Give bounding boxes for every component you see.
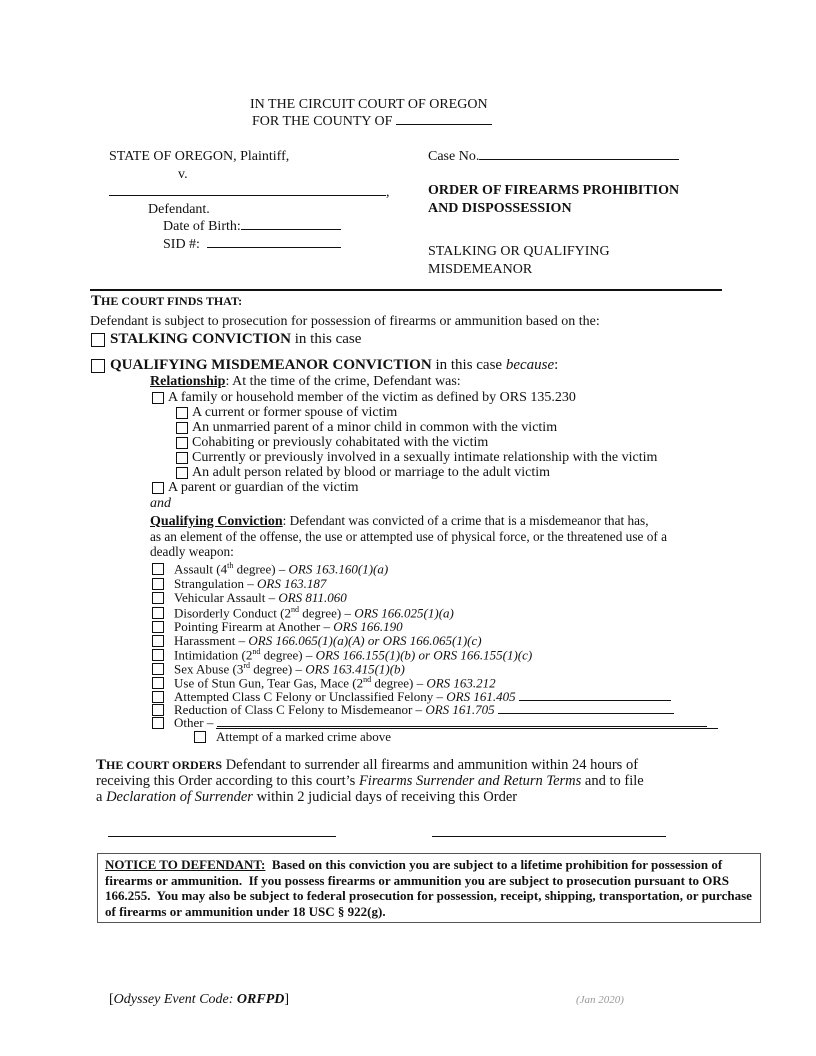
parent-guardian-label: A parent or guardian of the victim [168, 480, 359, 495]
qm-bold: QUALIFYING MISDEMEANOR CONVICTION [110, 357, 432, 373]
dob-line [163, 219, 341, 235]
crime-name: Reduction of Class C Felony to Misdemeanor – [174, 702, 426, 717]
county-field[interactable] [396, 124, 492, 125]
caption-divider [90, 289, 722, 291]
crime-name: Disorderly Conduct (2 [174, 605, 291, 621]
crime-sup: nd [290, 605, 299, 614]
crime-name: Pointing Firearm at Another – [174, 619, 334, 634]
qualifying-misdemeanor-option [110, 357, 558, 374]
crime-checkbox[interactable] [152, 578, 164, 590]
crime-name2: degree) – [371, 675, 427, 691]
crime-sup: nd [252, 647, 261, 656]
case-no-label: Case No. [428, 149, 480, 164]
crime-name2: degree) – [298, 605, 355, 621]
crime-name2: degree) – [260, 647, 316, 663]
relationship-label: Relationship [150, 374, 226, 389]
subtitle-line2: MISDEMEANOR [428, 262, 533, 277]
crime-checkbox[interactable] [152, 663, 164, 675]
plaintiff: STATE OF OREGON, Plaintiff, [109, 149, 290, 164]
crime-sup: th [227, 561, 234, 570]
relationship-sub-checkbox[interactable] [176, 407, 188, 419]
crime-name: Use of Stun Gun, Tear Gas, Mace (2 [174, 675, 364, 691]
crime-name: Sex Abuse (3 [174, 661, 244, 677]
crime-item [174, 561, 388, 577]
crime-statute: ORS 163.160(1)(a) [288, 561, 389, 577]
county-label: FOR THE COUNTY OF [252, 114, 393, 129]
dob-label: Date of Birth: [163, 219, 241, 234]
qm-because: because [505, 357, 555, 373]
qm-colon: : [554, 357, 559, 373]
title-line2: AND DISPOSSESSION [428, 201, 572, 216]
crime-checkbox[interactable] [152, 607, 164, 619]
case-no-field[interactable] [479, 159, 679, 160]
orders-text2c: and to file [581, 773, 644, 789]
crime-name: Attempted Class C Felony or Unclassified Felony – [174, 689, 447, 704]
crime-checkbox[interactable] [152, 677, 164, 689]
crime-statute: ORS 163.415(1)(b) [305, 661, 405, 677]
orders-text2a: receiving this Order according to this court’s [96, 773, 359, 789]
crime-statute: ORS 166.155(1)(b) or ORS 166.155(1)(c) [315, 647, 533, 663]
court-name: IN THE CIRCUIT COURT OF OREGON [250, 97, 488, 112]
relationship-sub-checkbox[interactable] [176, 452, 188, 464]
notice-to-defendant [97, 853, 761, 923]
crime-checkbox[interactable] [152, 717, 164, 729]
crime-checkbox[interactable] [152, 592, 164, 604]
crime-statute: ORS 161.405 [446, 689, 516, 704]
event-code-value: ORFPD [236, 992, 285, 1007]
relationship-sub-label: Cohabiting or previously cohabitated with the victim [192, 435, 489, 450]
relationship-sub-label: A current or former spouse of victim [192, 405, 398, 420]
crime-statute: ORS 163.212 [426, 675, 496, 691]
relationship-sub-label: An adult person related by blood or marriage to the adult victim [192, 465, 551, 480]
orders-heading-rest: HE COURT ORDERS [106, 758, 223, 772]
orders-text2b: Firearms Surrender and Return Terms [358, 773, 582, 789]
family-member-label: A family or household member of the victim as defined by ORS 135.230 [168, 390, 576, 405]
crime-sup: rd [243, 661, 251, 670]
crime-sup: nd [363, 675, 372, 684]
subtitle-line1: STALKING OR QUALIFYING [428, 244, 610, 259]
orders-line1 [96, 757, 638, 774]
orders-text3c: within 2 judicial days of receiving this Order [252, 789, 518, 805]
findings-heading [91, 292, 242, 310]
case-no-line [428, 149, 679, 165]
sid-line [163, 237, 341, 253]
stalking-checkbox[interactable] [91, 333, 105, 347]
qualifying-conviction-line1 [150, 513, 649, 530]
qualifying-conviction-line2: as an element of the offense, the use or attempted use of physical force, or the threatened use of a [150, 529, 668, 544]
crime-checkbox[interactable] [152, 691, 164, 703]
county-line [252, 114, 492, 130]
crime-checkbox[interactable] [152, 649, 164, 661]
orders-text3b: Declaration of Surrender [106, 789, 253, 805]
qualifying-label: Qualifying Conviction [150, 514, 283, 529]
crime-checkbox[interactable] [152, 635, 164, 647]
crime-checkbox[interactable] [152, 704, 164, 716]
event-code [109, 992, 289, 1008]
orders-line3 [96, 789, 517, 806]
relationship-sub-checkbox[interactable] [176, 437, 188, 449]
sid-field[interactable] [207, 247, 341, 248]
notice-text: Based on this conviction you are subject to a lifetime prohibition for possession of firearms or ammunition. If you possess firearms or ammunition you are subject to prosecution pursuant to ORS 166.255. You may also be subject to federal prosecution for possession, receipt, shipping, transportation, or purchase of firearms or ammunition under 18 USC § 922(g). [105, 857, 756, 919]
crime-checkbox[interactable] [152, 621, 164, 633]
signature-line-left[interactable] [108, 836, 336, 837]
sid-label: SID #: [163, 237, 200, 252]
qm-rest: in this case [431, 357, 506, 373]
crime-name: Intimidation (2 [174, 647, 253, 663]
crime-name2: degree) – [233, 561, 289, 577]
relationship-text: : At the time of the crime, Defendant was: [225, 374, 461, 389]
form-date: (Jan 2020) [576, 994, 624, 1006]
relationship-sub-checkbox[interactable] [176, 467, 188, 479]
crime-name: Vehicular Assault – [174, 590, 279, 605]
crime-detail-field[interactable] [519, 700, 671, 701]
attempt-checkbox[interactable] [194, 731, 206, 743]
crime-checkbox[interactable] [152, 563, 164, 575]
crime-statute: ORS 811.060 [278, 590, 347, 605]
relationship-sub-checkbox[interactable] [176, 422, 188, 434]
defendant-name-field[interactable] [109, 195, 386, 196]
crime-name: Harassment – [174, 633, 249, 648]
qualifying-text1: : Defendant was convicted of a crime that is a misdemeanor that has, [282, 513, 649, 528]
crime-statute: ORS 163.187 [257, 576, 327, 591]
findings-heading-rest: HE COURT FINDS THAT: [101, 294, 243, 308]
event-open: [ [109, 992, 114, 1007]
findings-intro: Defendant is subject to prosecution for possession of firearms or ammunition based on the: [90, 314, 600, 329]
crime-statute: ORS 166.190 [333, 619, 403, 634]
orders-text3a: a [96, 789, 107, 805]
and-conjunction: and [150, 496, 171, 511]
stalking-option [110, 331, 361, 348]
other-crime-field[interactable] [217, 726, 707, 727]
relationship-line [150, 374, 461, 390]
relationship-sub-label: An unmarried parent of a minor child in common with the victim [192, 420, 558, 435]
crime-name2: degree) – [250, 661, 306, 677]
event-close: ] [284, 992, 290, 1007]
notice-label: NOTICE TO DEFENDANT: [105, 857, 266, 872]
crime-detail-field[interactable] [498, 713, 674, 714]
orders-heading-cap: T [96, 757, 107, 773]
defendant-name-line: , [109, 185, 390, 201]
crime-name: Other – [174, 715, 217, 730]
stalking-bold: STALKING CONVICTION [110, 331, 292, 347]
defendant-label: Defendant. [148, 202, 210, 217]
versus: v. [178, 167, 188, 182]
crime-statute: ORS 161.705 [425, 702, 495, 717]
crime-name: Strangulation – [174, 576, 258, 591]
title-line1: ORDER OF FIREARMS PROHIBITION [428, 183, 680, 198]
crime-statute: ORS 166.065(1)(a)(A) or ORS 166.065(1)(c) [248, 633, 482, 648]
qualifying-misdemeanor-checkbox[interactable] [91, 359, 105, 373]
findings-heading-cap: T [91, 293, 102, 309]
parent-guardian-checkbox[interactable] [152, 482, 164, 494]
signature-line-right[interactable] [432, 836, 666, 837]
crime-item [174, 590, 347, 606]
stalking-rest: in this case [291, 331, 362, 347]
crime-statute: ORS 166.025(1)(a) [354, 605, 454, 621]
event-label: Odyssey Event Code: [113, 992, 237, 1007]
orders-line2 [96, 773, 644, 790]
relationship-sub-label: Currently or previously involved in a sexually intimate relationship with the victim [192, 450, 658, 465]
attempt-label: Attempt of a marked crime above [216, 728, 718, 745]
qualifying-conviction-line3: deadly weapon: [150, 544, 234, 559]
crime-name: Assault (4 [174, 561, 228, 577]
orders-text1: Defendant to surrender all firearms and ammunition within 24 hours of [222, 757, 639, 773]
dob-field[interactable] [241, 229, 341, 230]
family-member-checkbox[interactable] [152, 392, 164, 404]
